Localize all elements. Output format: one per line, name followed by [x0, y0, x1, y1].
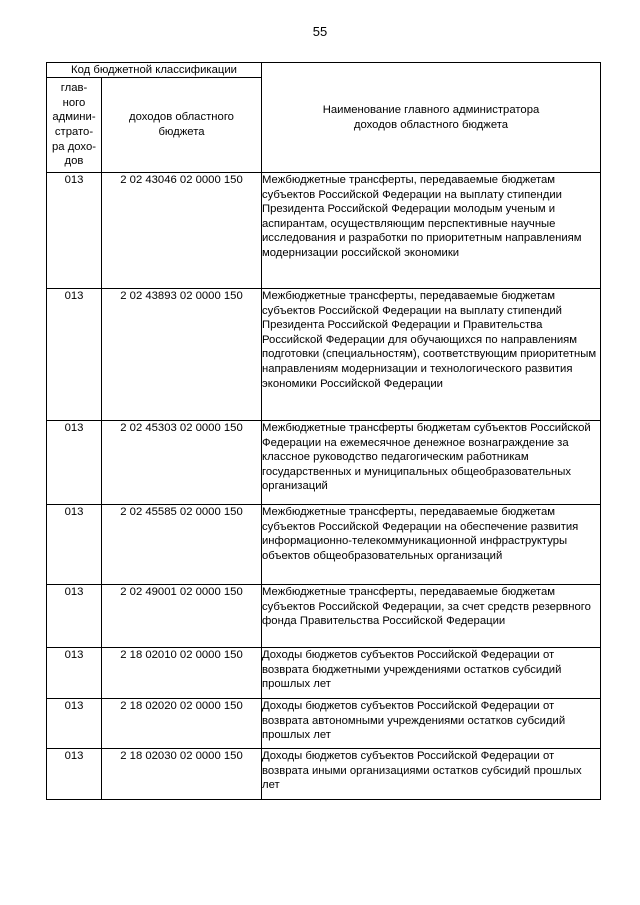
budget-classification-table	[46, 62, 601, 800]
header-budget-classification-code: Код бюджетной классификации	[47, 63, 262, 78]
income-code-cell: 2 02 49001 02 0000 150	[102, 585, 262, 648]
admin-code-cell: 013	[47, 699, 102, 749]
header-regional-budget-income-text: доходов областного бюджета	[129, 111, 234, 138]
header-main-administrator	[47, 78, 102, 173]
income-name-cell: Доходы бюджетов субъектов Российской Федерации от возврата иными организациями остатков субсидий прошлых лет	[262, 749, 601, 800]
income-name-cell: Межбюджетные трансферты, передаваемые бюджетам субъектов Российской Федерации на выплату стипендий Президента Российской Федерации и Правительства Российской Федерации для обучающихся по направлениям подготовки (специальностям), соответствующим приоритетным направлениям модернизации и технологического развития экономики Российской Федерации	[262, 289, 601, 421]
table-row	[47, 173, 601, 289]
header-regional-budget-income	[102, 78, 262, 173]
admin-code-cell: 013	[47, 648, 102, 699]
table-row	[47, 585, 601, 648]
income-name-cell: Доходы бюджетов субъектов Российской Федерации от возврата автономными учреждениями остатков субсидий прошлых лет	[262, 699, 601, 749]
income-code-cell: 2 02 43046 02 0000 150	[102, 173, 262, 289]
income-code-cell: 2 02 45303 02 0000 150	[102, 421, 262, 505]
income-name-cell: Доходы бюджетов субъектов Российской Федерации от возврата бюджетными учреждениями остатков субсидий прошлых лет	[262, 648, 601, 699]
income-name-cell: Межбюджетные трансферты, передаваемые бюджетам субъектов Российской Федерации на обеспечение развития информационно-телекоммуникационной инфраструктуры объектов общеобразовательных организаций	[262, 505, 601, 585]
table-row	[47, 421, 601, 505]
income-name-cell: Межбюджетные трансферты, передаваемые бюджетам субъектов Российской Федерации на выплату стипендии Президента Российской Федерации молодым ученым и аспирантам, осуществляющим перспективные научные исследования и разработки по приоритетным направлениям модернизации российской экономики	[262, 173, 601, 289]
page-number: 55	[312, 24, 328, 39]
header-main-administrator-text: глав- ного админи- страто- ра дохо- дов	[51, 82, 97, 168]
header-administrator-name-text: Наименование главного администратора доходов областного бюджета	[322, 103, 540, 131]
header-administrator-name	[262, 63, 601, 173]
table-row	[47, 648, 601, 699]
income-code-cell: 2 18 02030 02 0000 150	[102, 749, 262, 800]
income-code-cell: 2 18 02020 02 0000 150	[102, 699, 262, 749]
admin-code-cell: 013	[47, 173, 102, 289]
admin-code-cell: 013	[47, 585, 102, 648]
admin-code-cell: 013	[47, 749, 102, 800]
admin-code-cell: 013	[47, 505, 102, 585]
admin-code-cell: 013	[47, 289, 102, 421]
income-code-cell: 2 18 02010 02 0000 150	[102, 648, 262, 699]
table-row	[47, 505, 601, 585]
income-name-cell: Межбюджетные трансферты, передаваемые бюджетам субъектов Российской Федерации, за счет средств резервного фонда Правительства Российской Федерации	[262, 585, 601, 648]
table-row	[47, 699, 601, 749]
table-row	[47, 749, 601, 800]
table-row	[47, 289, 601, 421]
admin-code-cell: 013	[47, 421, 102, 505]
income-name-cell: Межбюджетные трансферты бюджетам субъектов Российской Федерации на ежемесячное денежное вознаграждение за классное руководство педагогическим работникам государственных и муниципальных общеобразовательных организаций	[262, 421, 601, 505]
income-code-cell: 2 02 45585 02 0000 150	[102, 505, 262, 585]
income-code-cell: 2 02 43893 02 0000 150	[102, 289, 262, 421]
